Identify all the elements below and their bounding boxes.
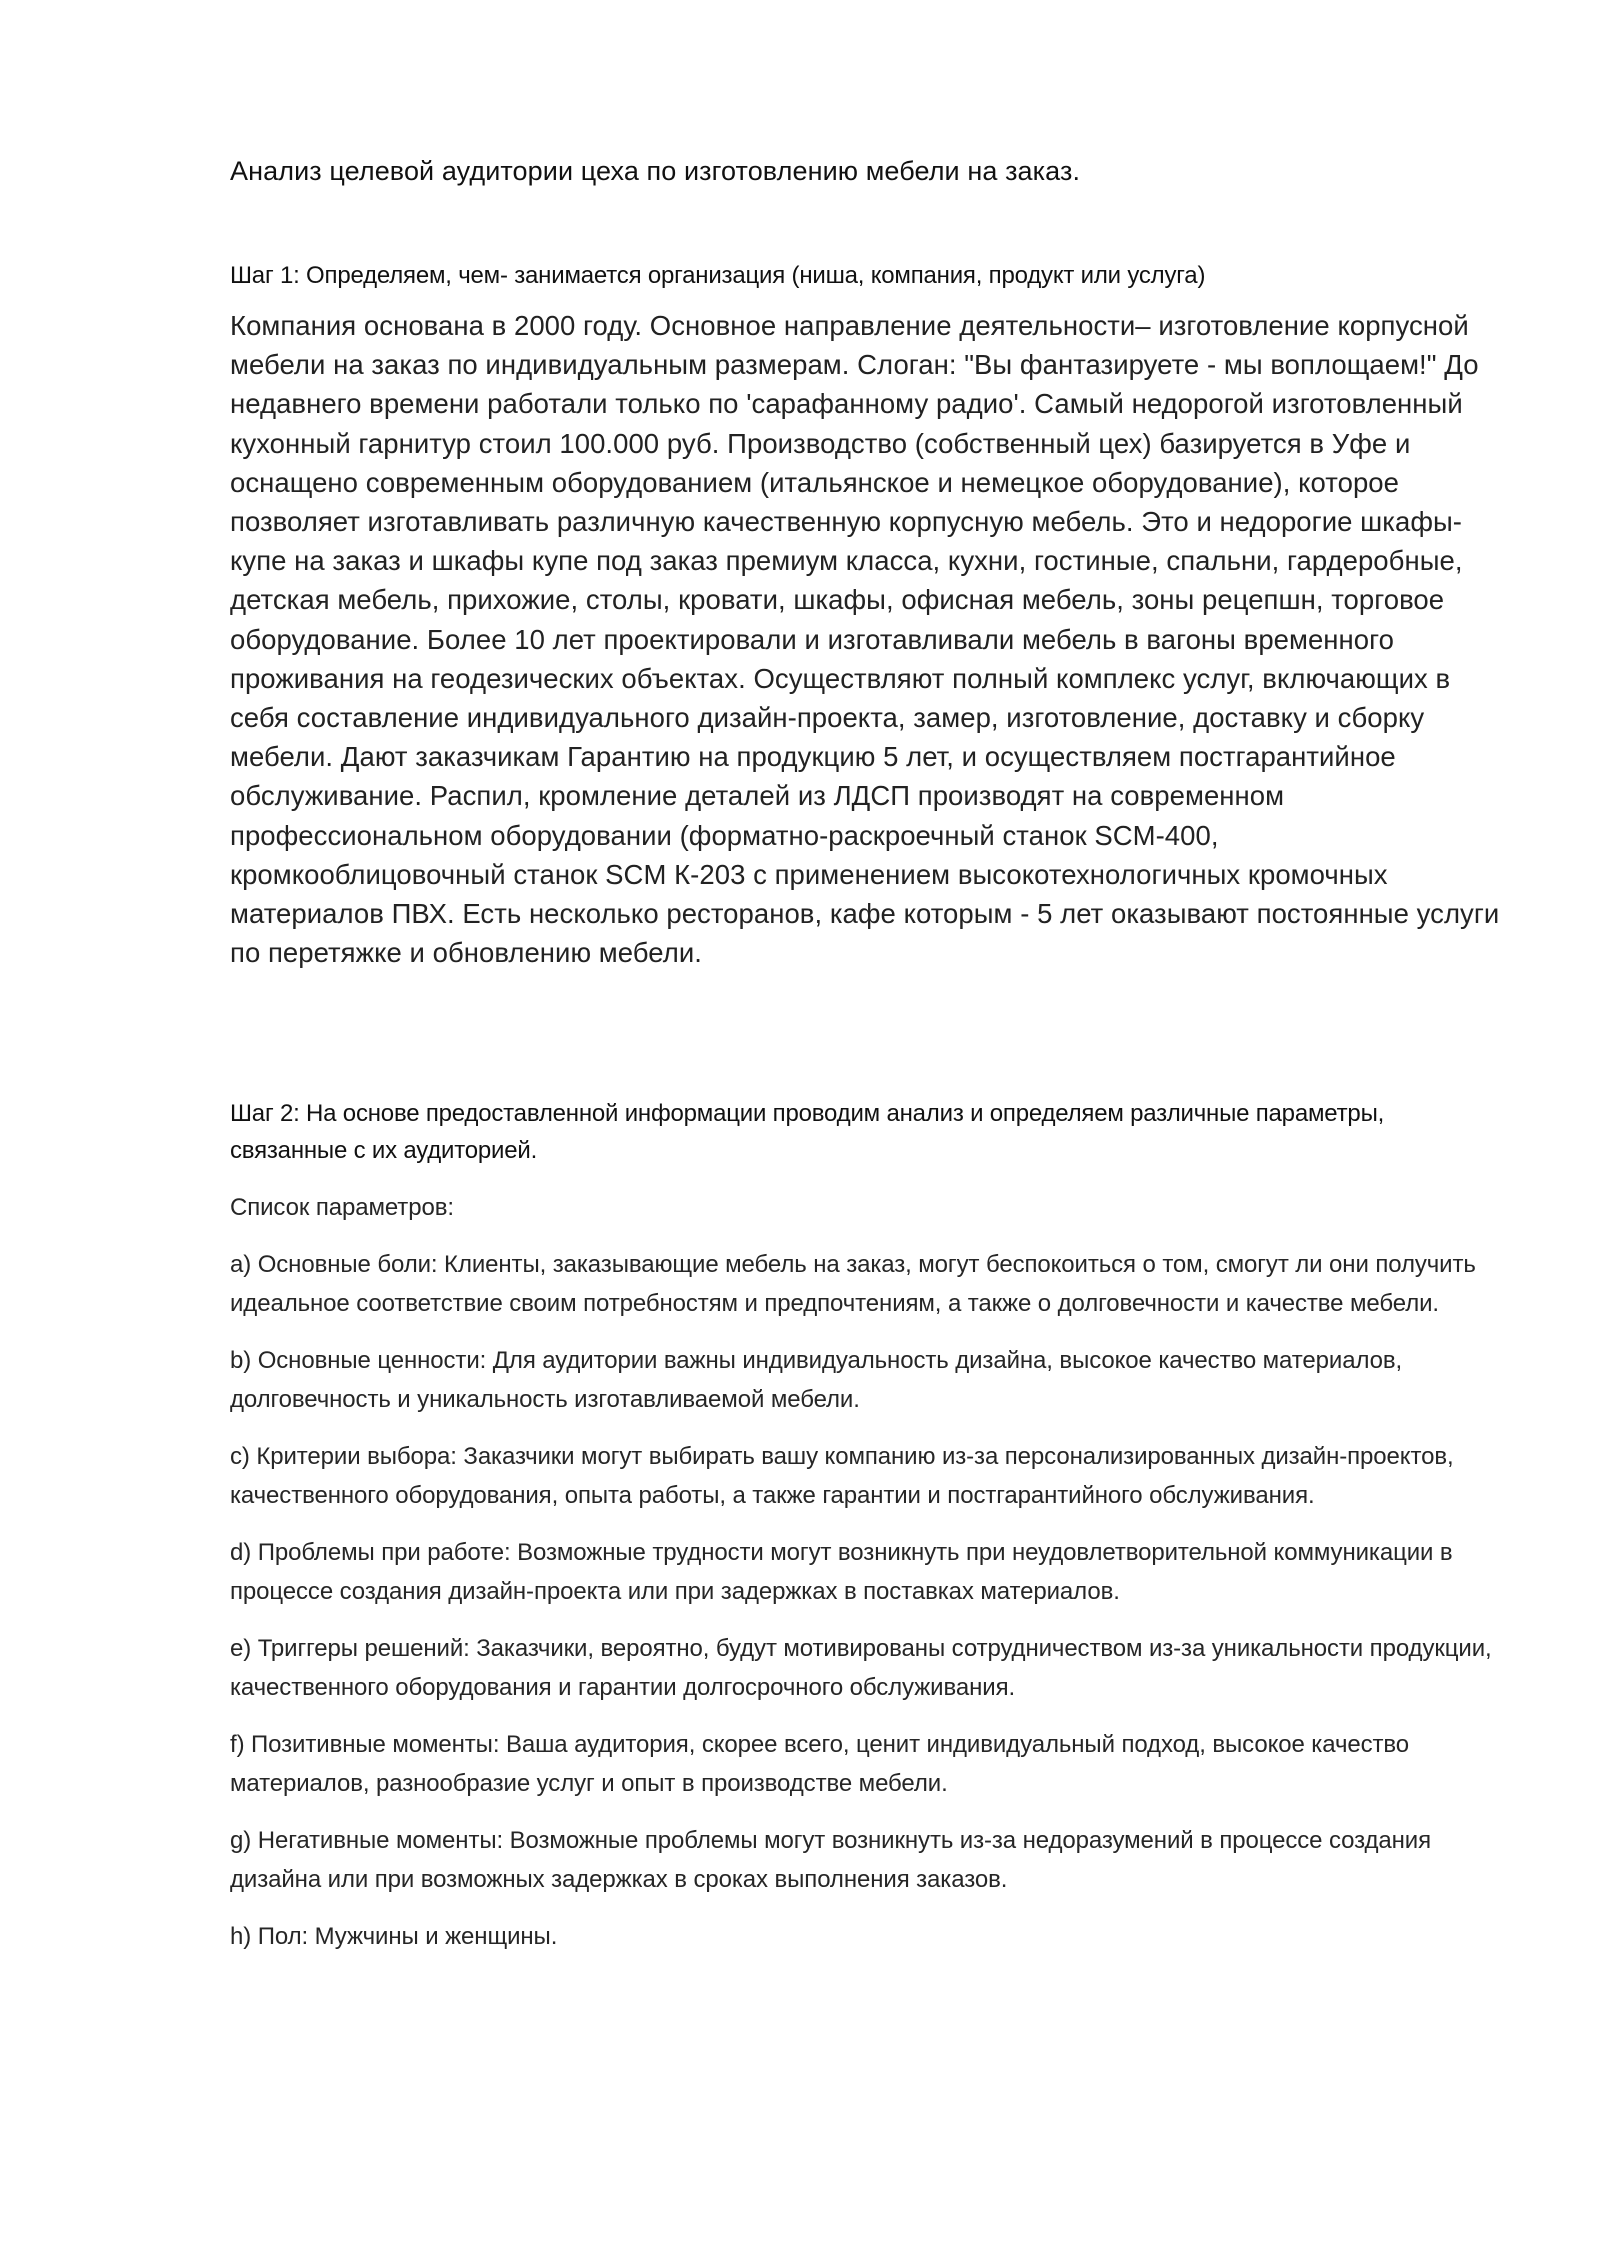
parameter-item-gender: h) Пол: Мужчины и женщины. bbox=[230, 1923, 558, 1950]
parameter-item-pains: a) Основные боли: Клиенты, заказывающие мебель на заказ, могут беспокоиться о том, смогут ли они получить идеальное соответствие своим потребностям и предпочтениям, а также о долговечности и качестве мебели. bbox=[230, 1251, 1476, 1317]
parameter-item-values: b) Основные ценности: Для аудитории важны индивидуальность дизайна, высокое качество материалов, долговечность и уникальность изготавливаемой мебели. bbox=[230, 1347, 1403, 1413]
parameters-list-title: Список параметров: bbox=[230, 1194, 454, 1221]
step2-heading: Шаг 2: На основе предоставленной информации проводим анализ и определяем различные параметры, связанные с их аудиторией. bbox=[230, 1100, 1385, 1164]
parameter-item-negatives: g) Негативные моменты: Возможные проблемы могут возникнуть из-за недоразумений в процессе создания дизайна или при возможных задержках в сроках выполнения заказов. bbox=[230, 1827, 1432, 1893]
step1-body: Компания основана в 2000 году. Основное направление деятельности– изготовление корпусной мебели на заказ по индивидуальным размерам. Слоган: "Вы фантазируете - мы воплощаем!" До недавнего времени работали только по 'сарафанному радио'. Самый недорогой изготовленный кухонный гарнитур стоил 100.000 руб. Производство (собственный цех) базируется в Уфе и оснащено современным оборудованием (итальянское и немецкое оборудование), которое позволяет изготавливать различную качественную корпусную мебель. Это и недорогие шкафы-купе на заказ и шкафы купе под заказ премиум класса, кухни, гостиные, спальни, гардеробные, детская мебель, прихожие, столы, кровати, шкафы, офисная мебель, зоны рецепшн, торговое оборудование. Более 10 лет проектировали и изготавливали мебель в вагоны временного проживания на геодезических объектах. Осуществляют полный комплекс услуг, включающих в себя составление индивидуального дизайн-проекта, замер, изготовление, доставку и сборку мебели. Дают заказчикам Гарантию на продукцию 5 лет, и осуществляем постгарантийное обслуживание. Распил, кромление деталей из ЛДСП производят на современном профессиональном оборудовании (форматно-раскроечный станок SCM-400, кромкооблицовочный станок SCM К-203 с применением высокотехнологичных кромочных материалов ПВХ. Есть несколько ресторанов, кафе которым - 5 лет оказывают постоянные услуги по перетяжке и обновлению мебели. bbox=[230, 310, 1500, 969]
document-title: Анализ целевой аудитории цеха по изготовлению мебели на заказ. bbox=[230, 156, 1081, 186]
step1-heading: Шаг 1: Определяем, чем- занимается организация (ниша, компания, продукт или услуга) bbox=[230, 262, 1206, 289]
parameter-item-triggers: e) Триггеры решений: Заказчики, вероятно, будут мотивированы сотрудничеством из-за уникальности продукции, качественного оборудования и гарантии долгосрочного обслуживания. bbox=[230, 1635, 1492, 1701]
parameter-item-criteria: c) Критерии выбора: Заказчики могут выбирать вашу компанию из-за персонализированных дизайн-проектов, качественного оборудования, опыта работы, а также гарантии и постгарантийного обслуживания. bbox=[230, 1443, 1454, 1509]
parameters-list bbox=[230, 1188, 1510, 1974]
document-page bbox=[230, 0, 1500, 2262]
parameter-item-problems: d) Проблемы при работе: Возможные трудности могут возникнуть при неудовлетворительной коммуникации в процессе создания дизайн-проекта или при задержках в поставках материалов. bbox=[230, 1539, 1453, 1605]
parameter-item-positives: f) Позитивные моменты: Ваша аудитория, скорее всего, ценит индивидуальный подход, высокое качество материалов, разнообразие услуг и опыт в производстве мебели. bbox=[230, 1731, 1410, 1797]
